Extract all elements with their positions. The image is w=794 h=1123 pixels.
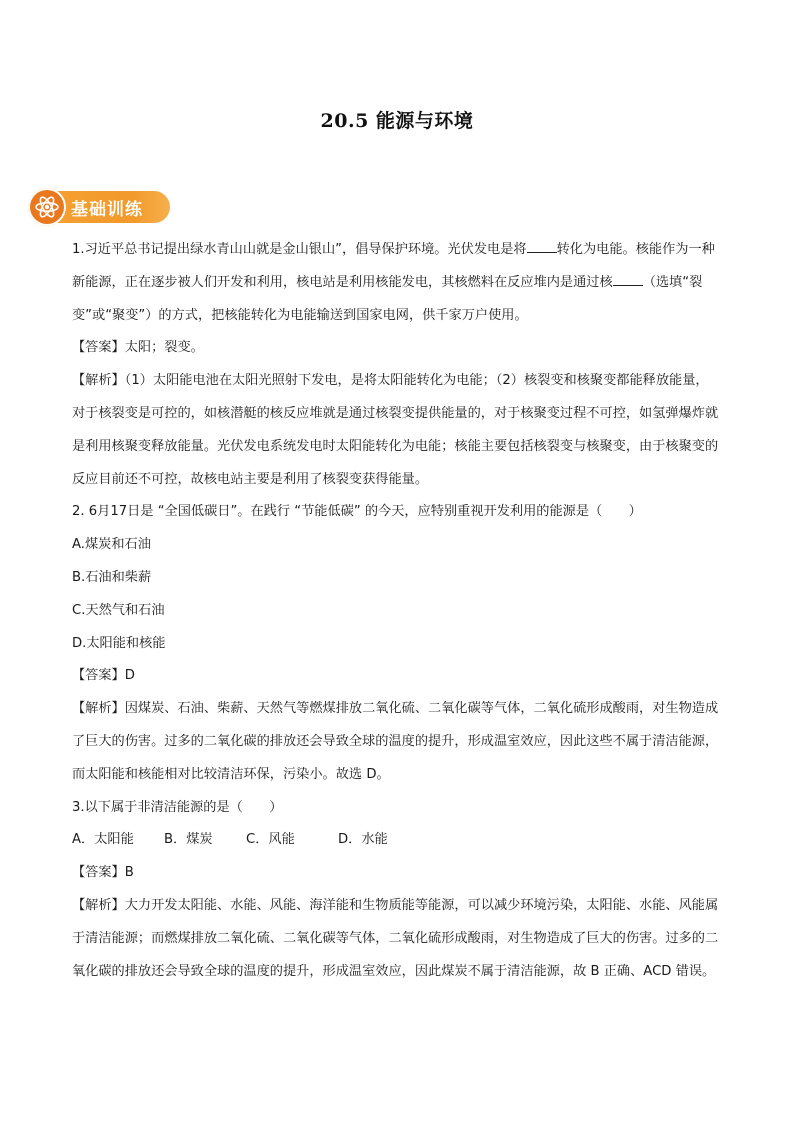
analysis-tag: 【解析】 xyxy=(72,373,125,389)
analysis-tag: 【解析】 xyxy=(72,701,125,717)
question-2-analysis xyxy=(72,693,720,791)
question-3-option-d: D．水能 xyxy=(338,832,388,848)
section-banner xyxy=(28,188,170,226)
question-2-option-b: B.石油和柴薪 xyxy=(72,569,152,585)
question-3-options xyxy=(72,824,720,857)
question-3-answer xyxy=(72,857,720,890)
answer-tag: 【答案】 xyxy=(72,340,125,356)
answer-blank xyxy=(613,271,643,286)
q1-text-part2: 转化为电能。核能作为一种新能源，正在逐步被人们开发和利用，核电站是利用核能发电，其核燃料在反应堆内是通过核 xyxy=(72,242,715,290)
question-1-answer xyxy=(72,332,720,365)
atom-icon xyxy=(28,188,66,226)
answer-tag: 【答案】 xyxy=(72,865,125,881)
question-1-stem xyxy=(72,234,720,332)
q1-text-part3: （选填“裂变”或“聚变”）的方式，把核能转化为电能输送到国家电网，供千家万户使用。 xyxy=(72,274,703,323)
question-2-stem: 2. 6月17日是 “全国低碳日”。在践行 “节能低碳” 的今天，应特别重视开发利用的能源是（ ） xyxy=(72,504,642,520)
analysis-text: （1）太阳能电池在太阳光照射下发电，是将太阳能转化为电能；（2）核裂变和核聚变都能释放能量，对于核裂变是可控的，如核潜艇的核反应堆就是通过核裂变提供能量的，对于核聚变过程不可控，如氢弹爆炸就是利用核聚变释放能量。光伏发电系统发电时太阳能转化为电能；核能主要包括核裂变与核聚变，由于核聚变的反应目前还不可控，故核电站主要是利用了核裂变获得能量。 xyxy=(72,373,719,487)
answer-text: D xyxy=(124,668,135,684)
analysis-text: 因煤炭、石油、柴薪、天然气等燃煤排放二氧化硫、二氧化碳等气体，二氧化硫形成酸雨，对生物造成了巨大的伤害。过多的二氧化碳的排放还会导致全球的温度的提升，形成温室效应，因此这些不属于清洁能源，而太阳能和核能相对比较清洁环保，污染小。故选 D。 xyxy=(72,701,719,782)
question-2-option-a: A.煤炭和石油 xyxy=(72,537,151,553)
answer-tag: 【答案】 xyxy=(72,668,125,684)
question-3-option-c: C．风能 xyxy=(246,832,295,848)
question-3-analysis xyxy=(72,890,720,988)
answer-text: 太阳；裂变。 xyxy=(124,340,204,356)
question-2-option-c: C.天然气和石油 xyxy=(72,602,165,618)
question-2-answer xyxy=(72,660,720,693)
page-title: 20.5 能源与环境 xyxy=(320,110,474,132)
question-3-option-b: B．煤炭 xyxy=(164,832,213,848)
answer-text: B xyxy=(124,865,134,881)
answer-blank xyxy=(527,238,557,253)
question-3-stem: 3.以下属于非清洁能源的是（ ） xyxy=(72,799,283,815)
section-banner-label: 基础训练 xyxy=(71,200,143,220)
question-2-option-d: D.太阳能和核能 xyxy=(72,635,166,651)
analysis-text: 大力开发太阳能、水能、风能、海洋能和生物质能等能源，可以减少环境污染，太阳能、水能、风能属于清洁能源；而燃煤排放二氧化硫、二氧化碳等气体，二氧化硫形成酸雨，对生物造成了巨大的伤害。过多的二氧化碳的排放还会导致全球的温度的提升，形成温室效应，因此煤炭不属于清洁能源，故 B 正确、ACD 错误。 xyxy=(72,897,719,979)
question-3-option-a: A．太阳能 xyxy=(72,832,134,848)
exercise-content xyxy=(72,234,720,988)
q1-text-part1: 1.习近平总书记提出绿水青山山就是金山银山”，倡导保护环境。光伏发电是将 xyxy=(72,242,527,257)
question-1-analysis xyxy=(72,365,720,496)
analysis-tag: 【解析】 xyxy=(72,897,125,913)
